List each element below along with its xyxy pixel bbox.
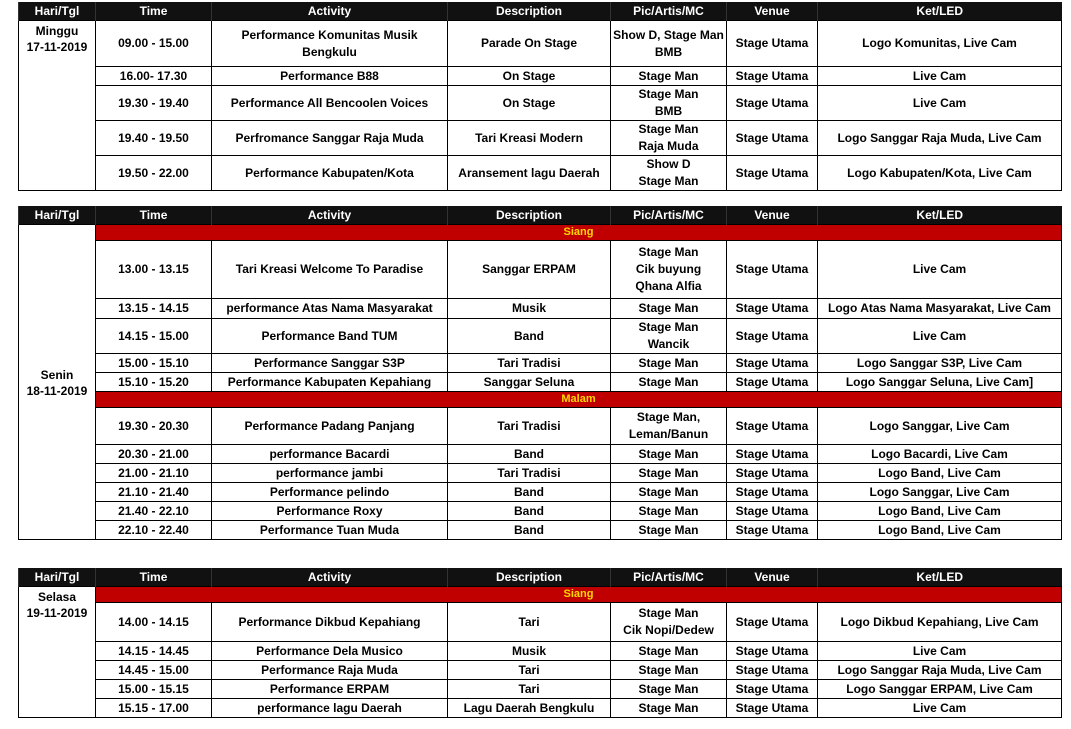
activity-cell: Performance Roxy — [212, 502, 448, 521]
table-row — [19, 603, 1062, 642]
venue-cell: Stage Utama — [727, 445, 818, 464]
venue-cell: Stage Utama — [727, 603, 818, 642]
session-row — [19, 225, 1062, 241]
pic-cell — [611, 241, 727, 299]
activity-cell: performance Atas Nama Masyarakat — [212, 299, 448, 319]
pic-line: Stage Man — [638, 643, 699, 658]
pic-cell — [611, 319, 727, 354]
table-row — [19, 21, 1062, 67]
time-cell: 19.40 - 19.50 — [96, 121, 212, 156]
pic-line: Stage Man — [638, 174, 699, 188]
activity-cell: performance lagu Daerah — [212, 699, 448, 718]
header-row — [19, 206, 1062, 225]
day-name: Minggu — [35, 24, 79, 38]
day-date: 19-11-2019 — [26, 606, 88, 620]
activity-cell: Performance Komunitas Musik Bengkulu — [212, 21, 448, 67]
venue-cell: Stage Utama — [727, 67, 818, 86]
day-date: 17-11-2019 — [26, 40, 88, 54]
activity-cell: Perfromance Sanggar Raja Muda — [212, 121, 448, 156]
time-cell: 20.30 - 21.00 — [96, 445, 212, 464]
pic-line: Stage Man — [638, 503, 699, 518]
description-cell: Tari — [448, 680, 611, 699]
column-header: Venue — [727, 568, 818, 587]
schedule-table — [18, 2, 1062, 191]
pic-cell — [611, 408, 727, 445]
pic-line: Stage Man — [638, 122, 699, 136]
pic-cell — [611, 483, 727, 502]
activity-cell: Performance Kabupaten Kepahiang — [212, 373, 448, 392]
venue-cell: Stage Utama — [727, 661, 818, 680]
column-header: Pic/Artis/MC — [611, 2, 727, 21]
table-row — [19, 299, 1062, 319]
activity-cell: Performance Dikbud Kepahiang — [212, 603, 448, 642]
description-cell: Parade On Stage — [448, 21, 611, 67]
pic-line: Stage Man — [638, 662, 699, 677]
pic-line: BMB — [654, 104, 683, 118]
day-date: 18-11-2019 — [26, 384, 88, 398]
column-header: Time — [96, 2, 212, 21]
column-header: Description — [448, 2, 611, 21]
venue-cell: Stage Utama — [727, 373, 818, 392]
activity-cell: Performance pelindo — [212, 483, 448, 502]
pic-line: Stage Man — [638, 606, 699, 620]
ket-cell: Logo Sanggar Raja Muda, Live Cam — [818, 661, 1062, 680]
table-header — [19, 2, 1062, 21]
activity-cell: performance jambi — [212, 464, 448, 483]
pic-cell — [611, 603, 727, 642]
time-cell: 14.45 - 15.00 — [96, 661, 212, 680]
pic-cell — [611, 156, 727, 191]
pic-cell — [611, 373, 727, 392]
description-cell: Sanggar Seluna — [448, 373, 611, 392]
ket-cell: Logo Sanggar S3P, Live Cam — [818, 354, 1062, 373]
pic-line: Stage Man — [638, 374, 699, 389]
description-cell: Musik — [448, 299, 611, 319]
ket-cell: Logo Sanggar, Live Cam — [818, 408, 1062, 445]
table-row — [19, 445, 1062, 464]
pic-line: Cik buyung — [635, 262, 702, 276]
description-cell: Tari Tradisi — [448, 464, 611, 483]
header-row — [19, 568, 1062, 587]
table-row — [19, 373, 1062, 392]
pic-line: Stage Man — [638, 245, 699, 259]
column-header: Description — [448, 568, 611, 587]
day-cell — [19, 587, 96, 718]
venue-cell: Stage Utama — [727, 86, 818, 121]
pic-line: Raja Muda — [638, 139, 699, 153]
table-row — [19, 408, 1062, 445]
pic-cell — [611, 67, 727, 86]
pic-cell — [611, 521, 727, 540]
activity-cell: Performance ERPAM — [212, 680, 448, 699]
column-header: Hari/Tgl — [19, 568, 96, 587]
description-cell: Tari — [448, 603, 611, 642]
pic-cell — [611, 680, 727, 699]
table-row — [19, 483, 1062, 502]
ket-cell: Live Cam — [818, 699, 1062, 718]
pic-cell — [611, 642, 727, 661]
column-header: Hari/Tgl — [19, 206, 96, 225]
table-row — [19, 642, 1062, 661]
ket-cell: Logo Sanggar ERPAM, Live Cam — [818, 680, 1062, 699]
pic-cell — [611, 445, 727, 464]
pic-line: Stage Man — [638, 87, 699, 101]
session-label: Siang — [96, 587, 1062, 603]
pic-line: Stage Man — [638, 681, 699, 696]
pic-cell — [611, 502, 727, 521]
time-cell: 15.00 - 15.15 — [96, 680, 212, 699]
venue-cell: Stage Utama — [727, 680, 818, 699]
ket-cell: Logo Sanggar Raja Muda, Live Cam — [818, 121, 1062, 156]
venue-cell: Stage Utama — [727, 241, 818, 299]
column-header: Time — [96, 568, 212, 587]
pic-cell — [611, 86, 727, 121]
venue-cell: Stage Utama — [727, 21, 818, 67]
description-cell: Band — [448, 521, 611, 540]
activity-cell: Performance Sanggar S3P — [212, 354, 448, 373]
pic-cell — [611, 354, 727, 373]
description-cell: Band — [448, 445, 611, 464]
venue-cell: Stage Utama — [727, 319, 818, 354]
ket-cell: Live Cam — [818, 67, 1062, 86]
schedule-table — [18, 568, 1062, 718]
time-cell: 15.00 - 15.10 — [96, 354, 212, 373]
column-header: Ket/LED — [818, 206, 1062, 225]
table-row — [19, 521, 1062, 540]
table-header — [19, 206, 1062, 225]
table-header — [19, 568, 1062, 587]
column-header: Pic/Artis/MC — [611, 568, 727, 587]
pic-line: Show D — [646, 157, 691, 171]
activity-cell: Performance Tuan Muda — [212, 521, 448, 540]
session-label: Siang — [96, 225, 1062, 241]
table-row — [19, 67, 1062, 86]
table-row — [19, 156, 1062, 191]
activity-cell: Performance Raja Muda — [212, 661, 448, 680]
description-cell: Sanggar ERPAM — [448, 241, 611, 299]
description-cell: On Stage — [448, 86, 611, 121]
table-body — [19, 587, 1062, 718]
column-header: Ket/LED — [818, 2, 1062, 21]
pic-cell — [611, 121, 727, 156]
description-cell: Aransement lagu Daerah — [448, 156, 611, 191]
pic-line: Stage Man — [638, 355, 699, 370]
time-cell: 16.00- 17.30 — [96, 67, 212, 86]
ket-cell: Live Cam — [818, 241, 1062, 299]
ket-cell: Logo Sanggar, Live Cam — [818, 483, 1062, 502]
time-cell: 19.30 - 20.30 — [96, 408, 212, 445]
column-header: Venue — [727, 206, 818, 225]
time-cell: 15.15 - 17.00 — [96, 699, 212, 718]
pic-line: Leman/Banun — [628, 427, 709, 441]
venue-cell: Stage Utama — [727, 502, 818, 521]
schedule-table — [18, 206, 1062, 540]
column-header: Activity — [212, 568, 448, 587]
ket-cell: Live Cam — [818, 642, 1062, 661]
table-row — [19, 464, 1062, 483]
time-cell: 14.15 - 15.00 — [96, 319, 212, 354]
table-body — [19, 21, 1062, 191]
time-cell: 13.15 - 14.15 — [96, 299, 212, 319]
ket-cell: Logo Kabupaten/Kota, Live Cam — [818, 156, 1062, 191]
venue-cell: Stage Utama — [727, 642, 818, 661]
description-cell: Tari Tradisi — [448, 408, 611, 445]
venue-cell: Stage Utama — [727, 483, 818, 502]
venue-cell: Stage Utama — [727, 464, 818, 483]
day-cell — [19, 225, 96, 540]
activity-cell: Performance Dela Musico — [212, 642, 448, 661]
pic-cell — [611, 464, 727, 483]
column-header: Pic/Artis/MC — [611, 206, 727, 225]
description-cell: Tari — [448, 661, 611, 680]
venue-cell: Stage Utama — [727, 354, 818, 373]
time-cell: 15.10 - 15.20 — [96, 373, 212, 392]
table-row — [19, 319, 1062, 354]
header-row — [19, 2, 1062, 21]
table-row — [19, 86, 1062, 121]
activity-cell: Tari Kreasi Welcome To Paradise — [212, 241, 448, 299]
day-cell — [19, 21, 96, 191]
pic-line: Stage Man — [638, 301, 699, 315]
time-cell: 13.00 - 13.15 — [96, 241, 212, 299]
venue-cell: Stage Utama — [727, 408, 818, 445]
day-name: Senin — [40, 368, 74, 382]
ket-cell: Logo Band, Live Cam — [818, 502, 1062, 521]
pic-line: Stage Man — [638, 522, 699, 537]
pic-line: Stage Man — [638, 446, 699, 461]
table-row — [19, 661, 1062, 680]
time-cell: 22.10 - 22.40 — [96, 521, 212, 540]
venue-cell: Stage Utama — [727, 299, 818, 319]
description-cell: Band — [448, 502, 611, 521]
pic-line: Stage Man — [638, 465, 699, 480]
description-cell: Band — [448, 483, 611, 502]
pic-line: Stage Man — [638, 320, 699, 334]
time-cell: 19.50 - 22.00 — [96, 156, 212, 191]
column-header: Ket/LED — [818, 568, 1062, 587]
ket-cell: Live Cam — [818, 319, 1062, 354]
pic-line: Qhana Alfia — [635, 279, 702, 293]
description-cell: Band — [448, 319, 611, 354]
column-header: Description — [448, 206, 611, 225]
column-header: Time — [96, 206, 212, 225]
session-row — [19, 587, 1062, 603]
time-cell: 09.00 - 15.00 — [96, 21, 212, 67]
time-cell: 14.00 - 14.15 — [96, 603, 212, 642]
activity-cell: Performance Kabupaten/Kota — [212, 156, 448, 191]
ket-cell: Logo Komunitas, Live Cam — [818, 21, 1062, 67]
pic-cell — [611, 699, 727, 718]
pic-cell — [611, 299, 727, 319]
venue-cell: Stage Utama — [727, 156, 818, 191]
ket-cell: Logo Sanggar Seluna, Live Cam] — [818, 373, 1062, 392]
table-row — [19, 699, 1062, 718]
activity-cell: Performance All Bencoolen Voices — [212, 86, 448, 121]
description-cell: Tari Kreasi Modern — [448, 121, 611, 156]
ket-cell: Logo Dikbud Kepahiang, Live Cam — [818, 603, 1062, 642]
column-header: Activity — [212, 206, 448, 225]
table-row — [19, 680, 1062, 699]
column-header: Activity — [212, 2, 448, 21]
description-cell: On Stage — [448, 67, 611, 86]
description-cell: Musik — [448, 642, 611, 661]
column-header: Hari/Tgl — [19, 2, 96, 21]
pic-line: Stage Man — [638, 484, 699, 499]
table-row — [19, 502, 1062, 521]
pic-line: Cik Nopi/Dedew — [623, 623, 714, 637]
day-name: Selasa — [37, 590, 77, 604]
session-row — [19, 392, 1062, 408]
activity-cell: performance Bacardi — [212, 445, 448, 464]
table-row — [19, 241, 1062, 299]
activity-cell: Performance B88 — [212, 67, 448, 86]
session-label: Malam — [96, 392, 1062, 408]
time-cell: 14.15 - 14.45 — [96, 642, 212, 661]
ket-cell: Logo Band, Live Cam — [818, 464, 1062, 483]
pic-line: Stage Man — [638, 68, 699, 83]
pic-cell — [611, 661, 727, 680]
ket-cell: Live Cam — [818, 86, 1062, 121]
time-cell: 21.40 - 22.10 — [96, 502, 212, 521]
venue-cell: Stage Utama — [727, 521, 818, 540]
description-cell: Lagu Daerah Bengkulu — [448, 699, 611, 718]
time-cell: 21.00 - 21.10 — [96, 464, 212, 483]
description-cell: Tari Tradisi — [448, 354, 611, 373]
pic-line: BMB — [654, 44, 683, 59]
pic-line: Wancik — [647, 337, 690, 351]
ket-cell: Logo Band, Live Cam — [818, 521, 1062, 540]
table-row — [19, 121, 1062, 156]
table-body — [19, 225, 1062, 540]
pic-line: Stage Man, — [636, 410, 701, 424]
pic-line: Stage Man — [638, 700, 699, 715]
pic-line: Show D, Stage Man — [613, 27, 724, 42]
time-cell: 19.30 - 19.40 — [96, 86, 212, 121]
table-row — [19, 354, 1062, 373]
activity-cell: Performance Band TUM — [212, 319, 448, 354]
ket-cell: Logo Atas Nama Masyarakat, Live Cam — [818, 299, 1062, 319]
venue-cell: Stage Utama — [727, 121, 818, 156]
time-cell: 21.10 - 21.40 — [96, 483, 212, 502]
pic-cell — [611, 21, 727, 67]
venue-cell: Stage Utama — [727, 699, 818, 718]
activity-cell: Performance Padang Panjang — [212, 408, 448, 445]
column-header: Venue — [727, 2, 818, 21]
ket-cell: Logo Bacardi, Live Cam — [818, 445, 1062, 464]
